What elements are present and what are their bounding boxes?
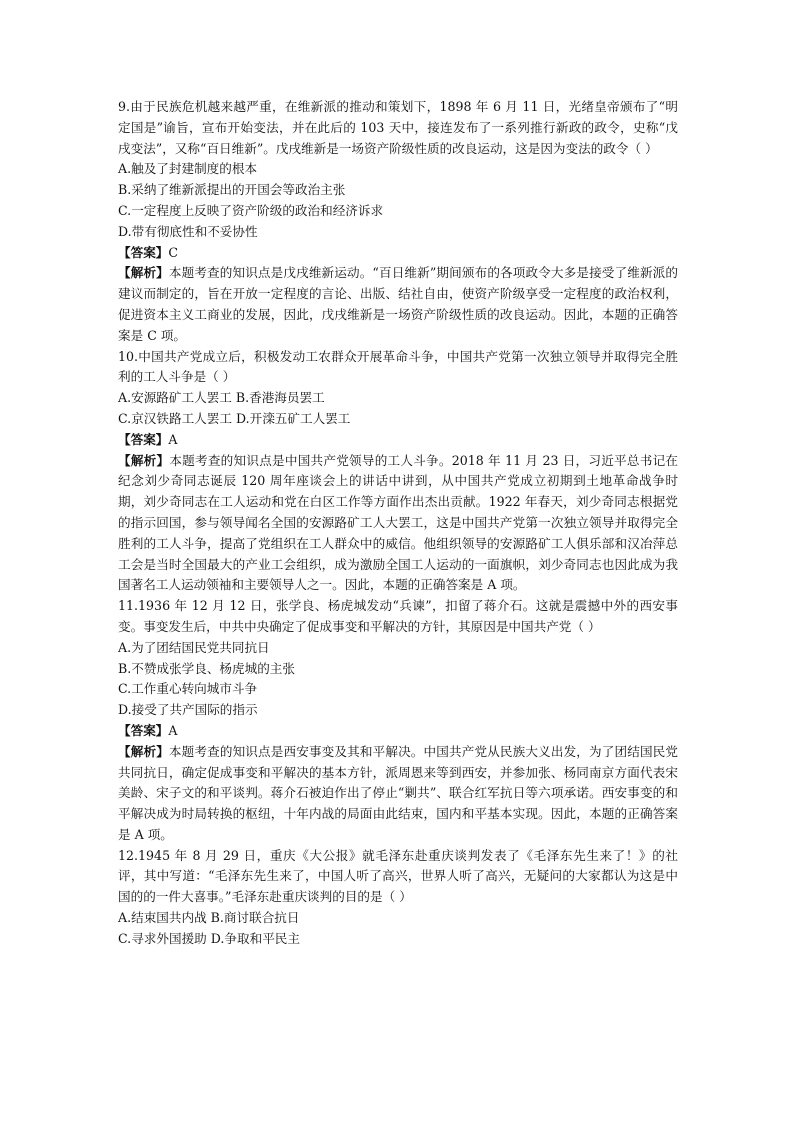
question-12-options-ab: A.结束国共内战 B.商讨联合抗日 bbox=[118, 910, 300, 926]
question-9-option-a: A.触及了封建制度的根本 bbox=[118, 161, 258, 177]
question-10-options-ab: A.安源路矿工人罢工 B.香港海员罢工 bbox=[118, 390, 325, 406]
question-9-stem: 9.由于民族危机越来越严重，在维新派的推动和策划下，1898 年 6 月 11 日，光绪皇帝颁布了“明定国是”谕旨，宣布开始变法，并在此后的 103 天中，接连发布了一系列推行新政的政令，史称“戊戌变法”，又称“百日维新”。戊戌维新是一场资产阶级性质的改良运动，这是因为变法的政令（ ） bbox=[118, 99, 678, 156]
question-9-option-c: C.一定程度上反映了资产阶级的政治和经济诉求 bbox=[118, 202, 384, 218]
question-10-options-cd: C.京汉铁路工人罢工 D.开滦五矿工人罢工 bbox=[118, 410, 351, 426]
answer-value: A bbox=[168, 431, 178, 447]
question-9-answer bbox=[118, 243, 678, 264]
question-12-options-cd: C.寻求外国援助 D.争取和平民主 bbox=[118, 930, 300, 946]
explanation-tag: 【解析】 bbox=[118, 265, 169, 281]
explanation-text: 本题考查的知识点是中国共产党领导的工人斗争。2018 年 11 月 23 日，习近平总书记在纪念刘少奇同志诞辰 120 周年座谈会上的讲话中讲到，从中国共产党成立初期到土地革命战争时期，刘少奇同志在工人运动和党在白区工作等方面作出杰出贡献。1922 年春天，刘少奇同志根据党的指示回国，参与领导闻名全国的安源路矿工人大罢工，这是中国共产党第一次独立领导并取得完全胜利的工人斗争，提高了党组织在工人群众中的威信。他组织领导的安源路矿工人俱乐部和汉冶萍总工会是当时全国最大的产业工会组织，成为激励全国工人运动的一面旗帜，刘少奇同志也因此成为我国著名工人运动领袖和主要领导人之一。因此，本题的正确答案是 A 项。 bbox=[118, 452, 678, 593]
question-11-explanation bbox=[118, 742, 678, 846]
explanation-tag: 【解析】 bbox=[118, 743, 169, 759]
answer-tag: 【答案】 bbox=[118, 431, 169, 447]
question-list bbox=[118, 97, 678, 950]
question-12-stem: 12.1945 年 8 月 29 日，重庆《大公报》就毛泽东赴重庆谈判发表了《毛泽东先生来了！》的社评，其中写道：“毛泽东先生来了，中国人听了高兴，世界人听了高兴，无疑问的大家都认为这是中国的的一件大喜事。”毛泽东赴重庆谈判的目的是（ ） bbox=[118, 847, 678, 905]
question-11-option-a: A.为了团结国民党共同抗日 bbox=[118, 639, 270, 655]
question-11-option-b: B.不赞成张学良、杨虎城的主张 bbox=[118, 660, 295, 676]
answer-tag: 【答案】 bbox=[118, 244, 169, 260]
explanation-tag: 【解析】 bbox=[118, 452, 170, 468]
question-11-option-d: D.接受了共产国际的指示 bbox=[118, 702, 258, 718]
question-9-option-b: B.采纳了维新派提出的开国会等政治主张 bbox=[118, 182, 346, 198]
question-11-option-c: C.工作重心转向城市斗争 bbox=[118, 681, 258, 697]
question-9-explanation bbox=[118, 263, 678, 346]
explanation-text: 本题考查的知识点是西安事变及其和平解决。中国共产党从民族大义出发，为了团结国民党共同抗日，确定促成事变和平解决的基本方针，派周恩来等到西安，并参加张、杨同南京方面代表宋美龄、宋子文的和平谈判。蒋介石被迫作出了停止“剿共”、联合红军抗日等六项承诺。西安事变的和平解决成为时局转换的枢纽，十年内战的局面由此结束，国内和平基本实现。因此，本题的正确答案是 A 项。 bbox=[118, 743, 679, 842]
question-10-answer bbox=[118, 430, 678, 451]
question-11-answer bbox=[118, 721, 678, 742]
question-9-option-d: D.带有彻底性和不妥协性 bbox=[118, 223, 258, 239]
answer-tag: 【答案】 bbox=[118, 722, 169, 738]
answer-value: C bbox=[168, 244, 179, 260]
question-11-stem: 11.1936 年 12 月 12 日，张学良、杨虎城发动“兵谏”，扣留了蒋介石。这就是震撼中外的西安事变。事变发生后，中共中央确定了促成事变和平解决的方针，其原因是中国共产党（ ） bbox=[118, 598, 678, 634]
question-10-stem: 10.中国共产党成立后，积极发动工农群众开展革命斗争，中国共产党第一次独立领导并取得完全胜利的工人斗争是（ ） bbox=[118, 348, 678, 385]
explanation-text: 本题考查的知识点是戊戌维新运动。“百日维新”期间颁布的各项政令大多是接受了维新派的建议而制定的，旨在开放一定程度的言论、出版、结社自由，使资产阶级享受一定程度的政治权利，促进资本主义工商业的发展，因此，戊戌维新是一场资产阶级性质的改良运动。因此，本题的正确答案是 C 项。 bbox=[118, 265, 678, 343]
answer-value: A bbox=[168, 722, 178, 738]
question-10-explanation bbox=[118, 451, 678, 597]
